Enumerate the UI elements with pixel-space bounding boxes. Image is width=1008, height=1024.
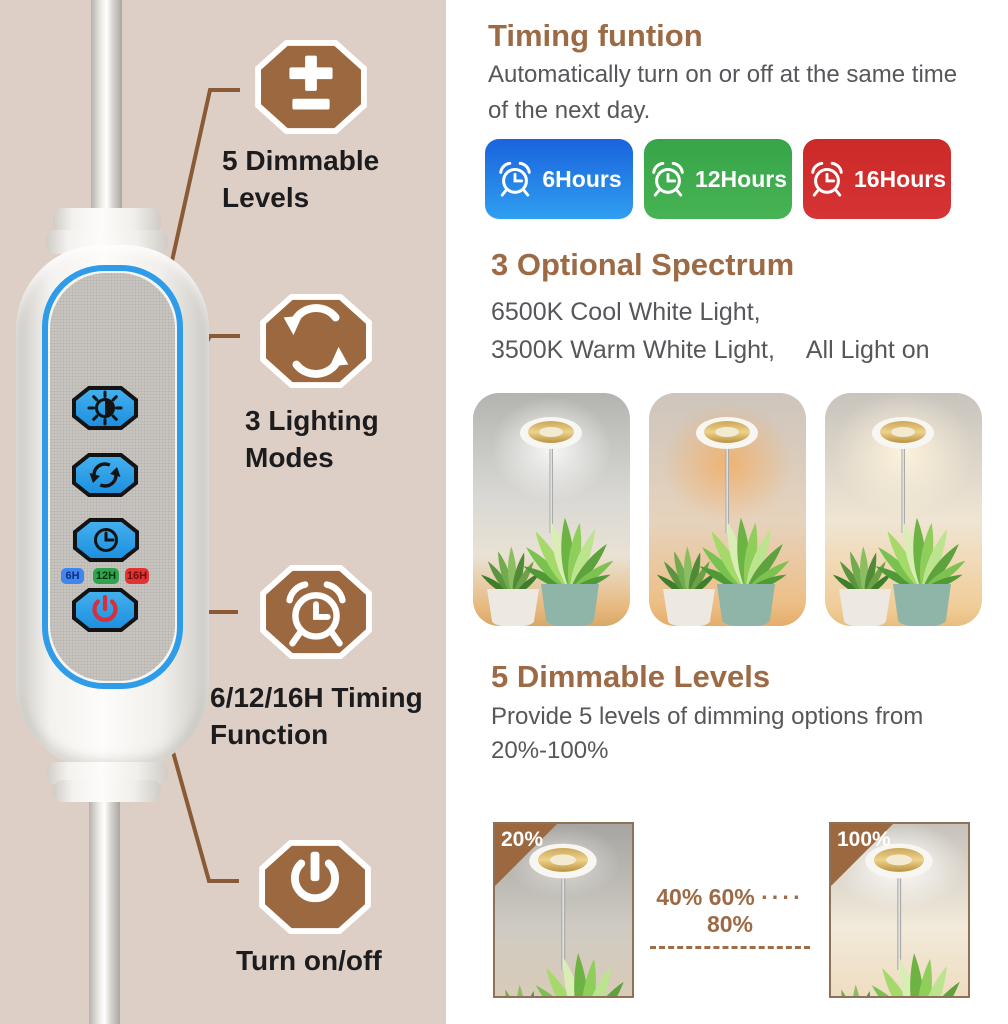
dimming-photo-20-percent [493,822,634,998]
dimming-photo-100-percent [829,822,970,998]
callout-label-dimmable: 5 Dimmable Levels [222,145,380,213]
power-cable-top [91,0,122,218]
timer-chip-12h [644,139,792,219]
remote-brightness-button [71,385,139,431]
remote-badge-16h: 16H [126,570,148,582]
remote-badge-12h: 12H [93,568,119,584]
cycle-arrows-icon [257,292,375,390]
power-icon [256,838,374,936]
dim-level-low-label: 20% [501,828,544,851]
alarm-clock-icon [808,160,846,198]
spectrum-heading: 3 Optional Spectrum [491,247,795,282]
spectrum-photo-all-light [825,393,982,626]
spectrum-photo-cool-white [473,393,630,626]
timing-line2: of the next day. [488,97,651,124]
spectrum-line2b: All Light on [805,336,930,364]
dim-dots: ···· [761,884,804,910]
timer-chip-label: 16Hours [853,165,947,192]
dim-40-label: 40% [656,884,703,910]
timer-chip-label: 12Hours [694,165,788,192]
timing-line1: Automatically turn on or off at the same time [488,61,958,88]
timer-chip-row [485,139,951,219]
alarm-clock-icon [649,160,687,198]
plus-minus-icon [252,38,370,136]
left-panel [0,0,446,1024]
dim-80-label: 80% [706,911,754,937]
dimming-line2: 20%-100% [491,737,609,764]
spectrum-line2a: 3500K Warm White Light, [491,336,775,364]
dim-60-label: 60% [708,884,755,910]
spectrum-description [491,293,930,369]
remote-bottom-collar [53,780,161,802]
remote-power-button [71,587,139,633]
timer-chip-label: 6Hours [542,165,622,192]
spectrum-line1: 6500K Cool White Light, [491,298,761,326]
timer-chip-16h [803,139,951,219]
spectrum-photo-row [473,393,982,626]
grow-light-plant-scene [825,393,982,626]
grow-light-plant-scene [649,393,806,626]
dim-mid-annotation [646,884,814,949]
dimming-heading: 5 Dimmable Levels [491,659,771,694]
dim-dashed-line [650,946,810,949]
remote-light-mode-button [71,452,139,498]
alarm-clock-icon [496,160,534,198]
callout-label-power: Turn on/off [236,945,382,976]
power-cable-bottom [89,798,120,1024]
dimming-line1: Provide 5 levels of dimming options from [491,703,924,730]
brightness-icon [89,392,121,424]
dim-level-high-label: 100% [837,828,891,851]
timing-heading: Timing funtion [488,18,703,53]
remote-timer-button [72,517,140,563]
callout-label-timing: 6/12/16H Timing Function [210,682,423,750]
right-panel [446,0,1008,1024]
timer-chip-6h [485,139,633,219]
remote-badge-6h: 6H [61,568,84,584]
timing-description [488,57,957,129]
callout-label-lighting-modes: 3 Lighting Modes [245,405,379,473]
alarm-clock-icon [257,563,375,661]
dimming-description [491,700,923,768]
grow-light-plant-scene [473,393,630,626]
spectrum-photo-warm-white [649,393,806,626]
